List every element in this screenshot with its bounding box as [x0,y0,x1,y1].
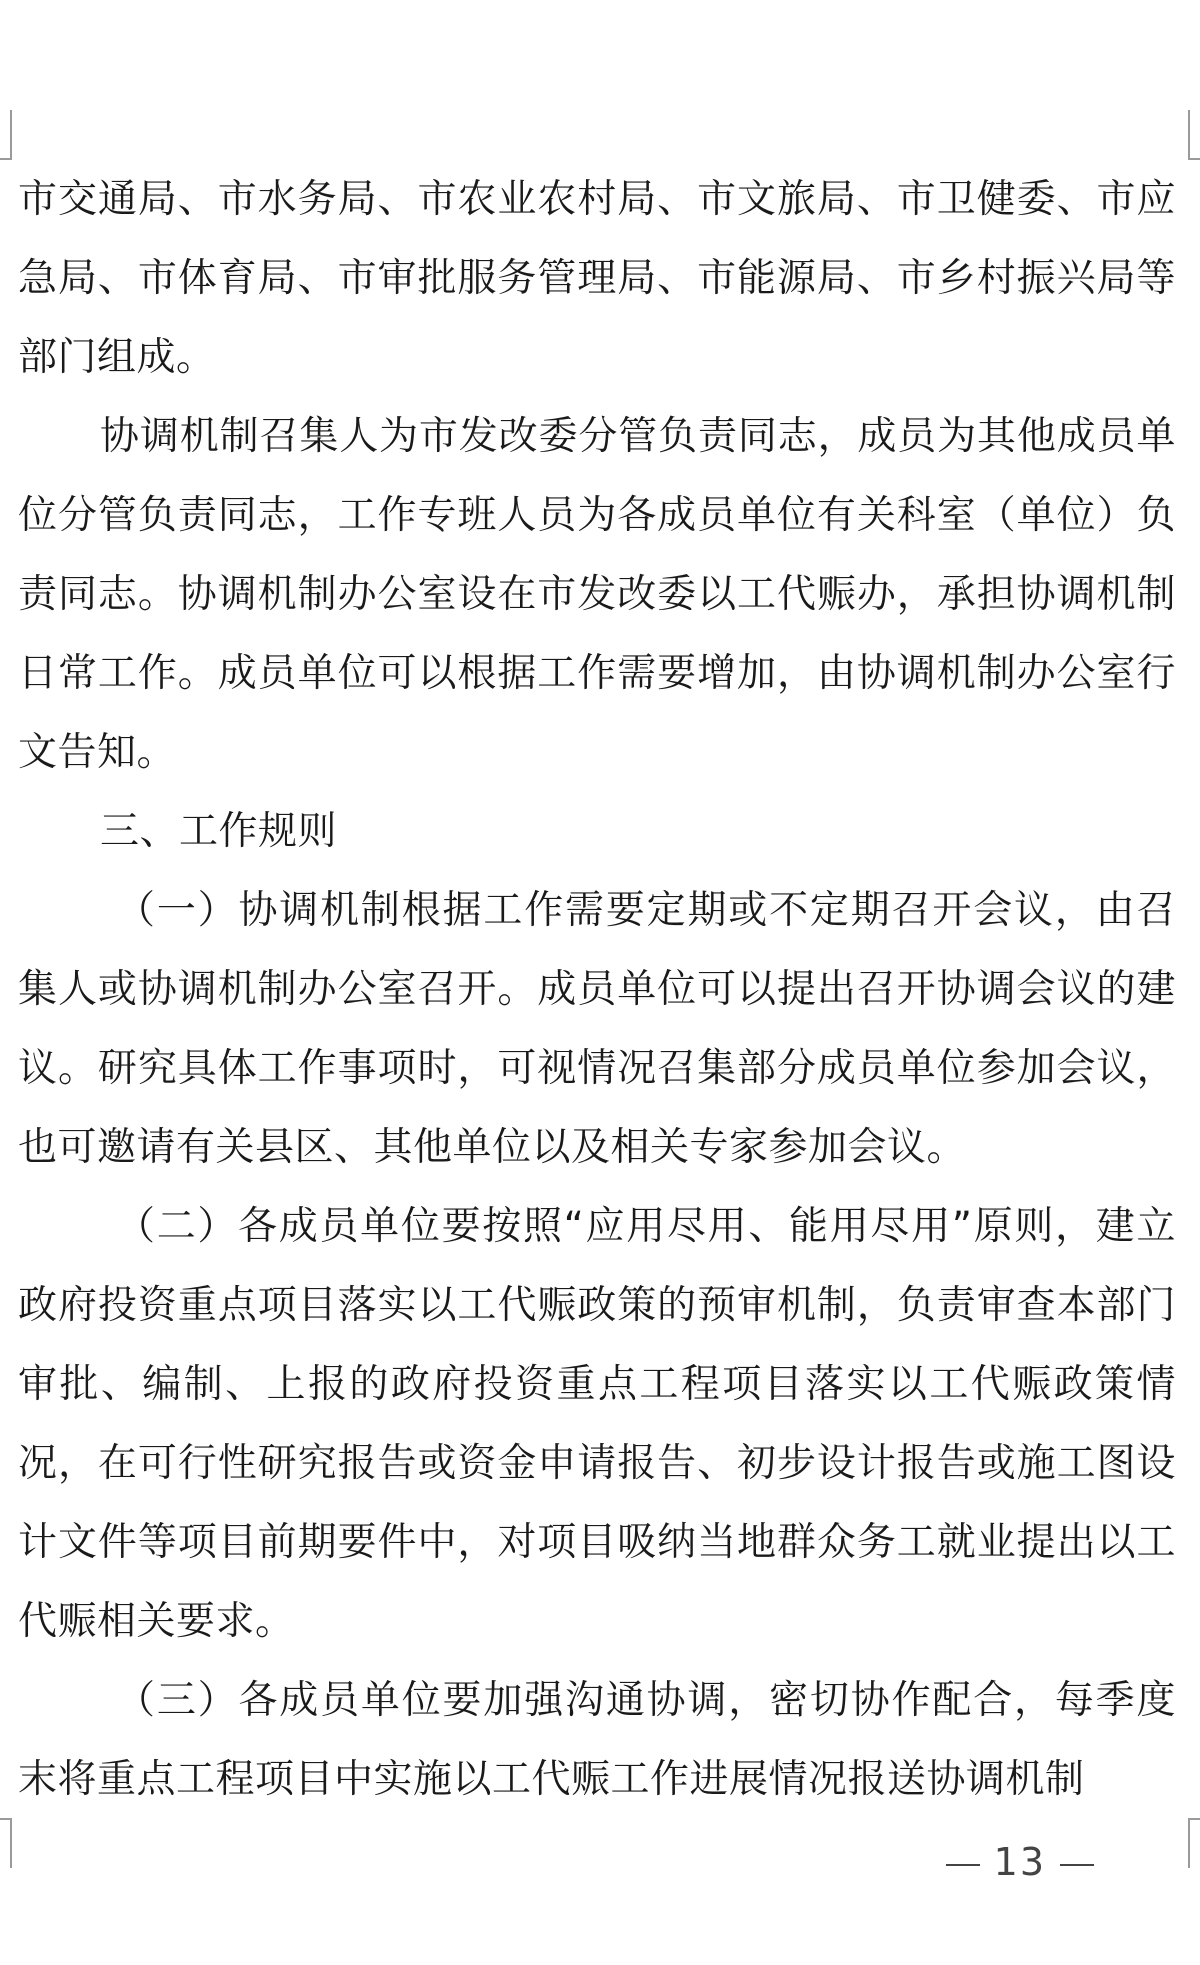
page-number-value: 13 [993,1840,1046,1884]
section-heading-work-rules: 三、工作规则 [100,809,338,854]
paragraph-rule-3: （三）各成员单位要加强沟通协调，密切协作配合，每季度末将重点工程项目中实施以工代赈工作进展情况报送协调机制 [18,1678,1176,1802]
crop-mark-bottom-left [0,1818,12,1868]
page-number [932,1840,1108,1884]
paragraph-rule-2: （二）各成员单位要按照“应用尽用、能用尽用”原则，建立政府投资重点项目落实以工代赈政策的预审机制，负责审查本部门审批、编制、上报的政府投资重点工程项目落实以工代赈政策情况，在可行性研究报告或资金申请报告、初步设计报告或施工图设计文件等项目前期要件中，对项目吸纳当地群众务工就业提出以工代赈相关要求。 [18,1204,1176,1644]
document-body [18,160,1176,1819]
paragraph-rule-1: （一）协调机制根据工作需要定期或不定期召开会议，由召集人或协调机制办公室召开。成员单位可以提出召开协调会议的建议。研究具体工作事项时，可视情况召集部分成员单位参加会议，也可邀请有关县区、其他单位以及相关专家参加会议。 [18,888,1176,1170]
paragraph-convener: 协调机制召集人为市发改委分管负责同志，成员为其他成员单位分管负责同志，工作专班人员为各成员单位有关科室（单位）负责同志。协调机制办公室设在市发改委以工代赈办，承担协调机制日常工作。成员单位可以根据工作需要增加，由协调机制办公室行文告知。 [18,414,1176,775]
page-number-left-dash [946,1864,980,1866]
paragraph-member-units-continued: 市交通局、市水务局、市农业农村局、市文旅局、市卫健委、市应急局、市体育局、市审批服务管理局、市能源局、市乡村振兴局等部门组成。 [18,177,1176,380]
page-number-right-dash [1060,1864,1094,1866]
crop-mark-top-right [1188,110,1200,160]
crop-mark-bottom-right [1188,1818,1200,1868]
crop-mark-top-left [0,110,12,160]
